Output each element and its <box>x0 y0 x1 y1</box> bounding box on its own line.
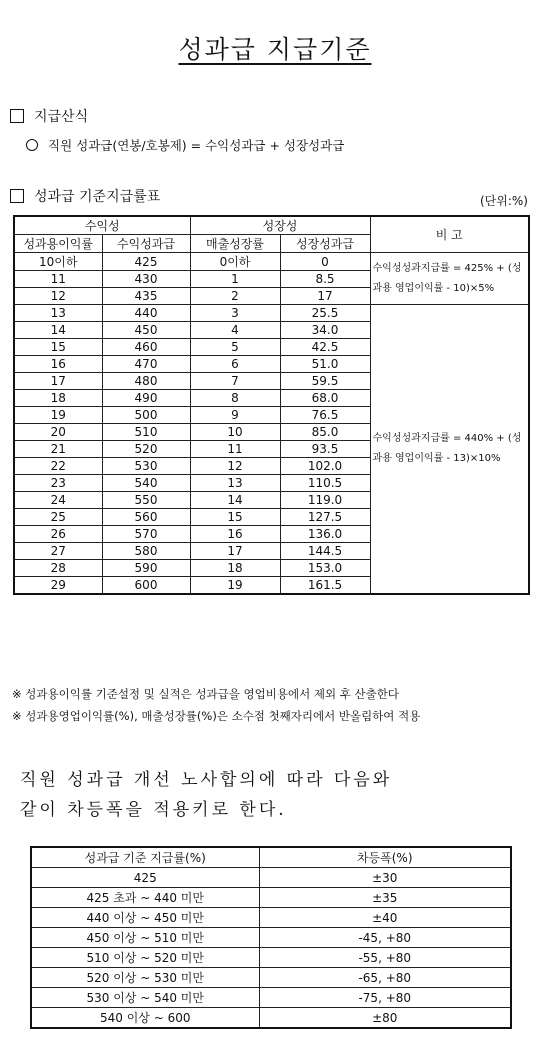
table-cell: 28 <box>14 560 102 577</box>
table-cell: 9 <box>190 407 280 424</box>
table-cell: ±30 <box>259 868 511 888</box>
table-cell: 0이하 <box>190 253 280 271</box>
table-cell: 8.5 <box>280 271 370 288</box>
table-cell: 93.5 <box>280 441 370 458</box>
table-cell: 68.0 <box>280 390 370 407</box>
table-cell: 510 <box>102 424 190 441</box>
table-cell: 500 <box>102 407 190 424</box>
group-header-remarks: 비 고 <box>370 216 529 253</box>
table-cell: 16 <box>190 526 280 543</box>
table-cell: 12 <box>190 458 280 475</box>
remark-cell: 수익성성과지급률 = 425% + (성과용 영업이익률 - 10)×5% <box>370 253 529 305</box>
table-cell: 13 <box>190 475 280 492</box>
group-header-profitability: 수익성 <box>14 216 190 235</box>
spread-table <box>30 846 512 1029</box>
table-cell: 136.0 <box>280 526 370 543</box>
table-cell: 570 <box>102 526 190 543</box>
table-cell: 1 <box>190 271 280 288</box>
table-row <box>31 1008 511 1029</box>
table-cell: 51.0 <box>280 356 370 373</box>
table-cell: 17 <box>14 373 102 390</box>
remark-cell: 수익성성과지급률 = 440% + (성과용 영업이익률 - 13)×10% <box>370 305 529 595</box>
table-cell: 7 <box>190 373 280 390</box>
table-cell: 12 <box>14 288 102 305</box>
table-cell: 11 <box>190 441 280 458</box>
table-cell: 144.5 <box>280 543 370 560</box>
agreement-message <box>20 765 392 825</box>
table-cell: 14 <box>190 492 280 509</box>
table-cell: 11 <box>14 271 102 288</box>
column-header: 차등폭(%) <box>259 847 511 868</box>
table-cell: 19 <box>14 407 102 424</box>
table-cell: 15 <box>14 339 102 356</box>
table-cell: 530 이상 ~ 540 미만 <box>31 988 259 1008</box>
table-cell: 25.5 <box>280 305 370 322</box>
table-row <box>14 305 529 322</box>
table-cell: 510 이상 ~ 520 미만 <box>31 948 259 968</box>
note-2: ※ 성과용영업이익률(%), 매출성장률(%)은 소수점 첫째자리에서 반올림하여 적용 <box>12 709 421 723</box>
table-row <box>31 968 511 988</box>
table-cell: 480 <box>102 373 190 390</box>
table-cell: 16 <box>14 356 102 373</box>
unit-label: (단위:%) <box>480 194 528 208</box>
table-row <box>31 868 511 888</box>
message-line: 직원 성과급 개선 노사합의에 따라 다음와 <box>20 770 393 790</box>
table-cell: 540 <box>102 475 190 492</box>
table-cell: ±40 <box>259 908 511 928</box>
table-cell: 119.0 <box>280 492 370 509</box>
table-cell: 425 <box>102 253 190 271</box>
table-cell: 490 <box>102 390 190 407</box>
table-cell: 29 <box>14 577 102 595</box>
table-row <box>31 948 511 968</box>
table-cell: 10이하 <box>14 253 102 271</box>
column-header: 성과용이익률 <box>14 235 102 253</box>
table-cell: 8 <box>190 390 280 407</box>
table-cell: 440 이상 ~ 450 미만 <box>31 908 259 928</box>
formula-line: 직원 성과급(연봉/호봉제) = 수익성과급 + 성장성과급 <box>26 136 344 154</box>
table-cell: 20 <box>14 424 102 441</box>
table-row <box>14 253 529 271</box>
table-cell: 26 <box>14 526 102 543</box>
table-cell: 23 <box>14 475 102 492</box>
table-cell: 425 초과 ~ 440 미만 <box>31 888 259 908</box>
column-header: 매출성장률 <box>190 235 280 253</box>
table-cell: -65, +80 <box>259 968 511 988</box>
group-header-growth: 성장성 <box>190 216 370 235</box>
table-cell: 0 <box>280 253 370 271</box>
table-cell: 2 <box>190 288 280 305</box>
table-cell: 460 <box>102 339 190 356</box>
table-cell: 3 <box>190 305 280 322</box>
table-row <box>31 888 511 908</box>
table-cell: 21 <box>14 441 102 458</box>
column-header: 성과급 기준 지급률(%) <box>31 847 259 868</box>
table-cell: 161.5 <box>280 577 370 595</box>
table-cell: 24 <box>14 492 102 509</box>
table-cell: -45, +80 <box>259 928 511 948</box>
table-cell: 13 <box>14 305 102 322</box>
table-cell: 550 <box>102 492 190 509</box>
table-cell: 450 이상 ~ 510 미만 <box>31 928 259 948</box>
table-cell: 430 <box>102 271 190 288</box>
section-heading-rate-table: 성과급 기준지급률표 <box>10 186 160 206</box>
table-row <box>31 988 511 1008</box>
table-cell: 4 <box>190 322 280 339</box>
table-cell: 530 <box>102 458 190 475</box>
table-row <box>31 928 511 948</box>
table-cell: 10 <box>190 424 280 441</box>
table-cell: 5 <box>190 339 280 356</box>
table-cell: 6 <box>190 356 280 373</box>
table-cell: 590 <box>102 560 190 577</box>
table-cell: 600 <box>102 577 190 595</box>
table-cell: 127.5 <box>280 509 370 526</box>
table-cell: 580 <box>102 543 190 560</box>
table-cell: 440 <box>102 305 190 322</box>
table-cell: 560 <box>102 509 190 526</box>
table-cell: 22 <box>14 458 102 475</box>
table-cell: 153.0 <box>280 560 370 577</box>
table-cell: 14 <box>14 322 102 339</box>
checkbox-square-icon <box>10 189 24 203</box>
table-cell: 540 이상 ~ 600 <box>31 1008 259 1029</box>
table-cell: ±35 <box>259 888 511 908</box>
table-cell: 85.0 <box>280 424 370 441</box>
table-cell: 102.0 <box>280 458 370 475</box>
table-cell: 59.5 <box>280 373 370 390</box>
table-cell: 110.5 <box>280 475 370 492</box>
table-cell: 520 <box>102 441 190 458</box>
table-cell: 470 <box>102 356 190 373</box>
table-cell: 19 <box>190 577 280 595</box>
table-cell: -55, +80 <box>259 948 511 968</box>
table-cell: 425 <box>31 868 259 888</box>
message-line: 같이 차등폭을 적용키로 한다. <box>20 800 287 820</box>
column-header: 성장성과급 <box>280 235 370 253</box>
table-cell: 42.5 <box>280 339 370 356</box>
table-cell: 18 <box>190 560 280 577</box>
note-1: ※ 성과용이익률 기준설정 및 실적은 성과급을 영업비용에서 제외 후 산출한다 <box>12 687 399 701</box>
table-cell: 15 <box>190 509 280 526</box>
table-cell: 450 <box>102 322 190 339</box>
table-cell: 27 <box>14 543 102 560</box>
page-title: 성과급 지급기준 <box>178 35 372 64</box>
column-header: 수익성과급 <box>102 235 190 253</box>
table-cell: 17 <box>190 543 280 560</box>
table-cell: 76.5 <box>280 407 370 424</box>
table-row <box>31 908 511 928</box>
table-cell: -75, +80 <box>259 988 511 1008</box>
table-cell: 520 이상 ~ 530 미만 <box>31 968 259 988</box>
table-cell: ±80 <box>259 1008 511 1029</box>
table-cell: 25 <box>14 509 102 526</box>
table-cell: 34.0 <box>280 322 370 339</box>
section-heading-formula: 지급산식 <box>10 106 88 126</box>
table-cell: 18 <box>14 390 102 407</box>
table-cell: 435 <box>102 288 190 305</box>
circle-bullet-icon <box>26 139 38 151</box>
table-cell: 17 <box>280 288 370 305</box>
rate-table <box>13 215 530 595</box>
checkbox-square-icon <box>10 109 24 123</box>
